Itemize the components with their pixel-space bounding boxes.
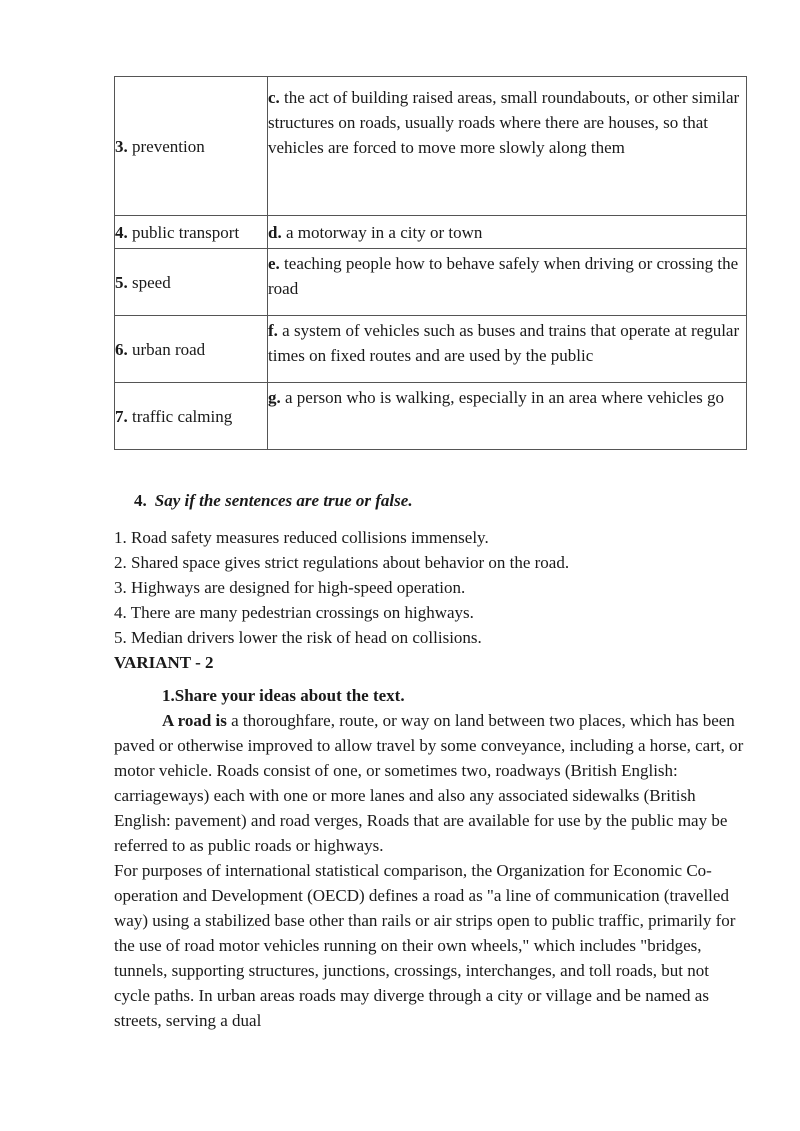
term-text: prevention	[132, 136, 205, 156]
definition-cell	[268, 216, 747, 249]
term-text: speed	[132, 272, 171, 292]
definition-text: a motorway in a city or town	[285, 222, 483, 242]
paragraph-lead: A road is	[162, 711, 227, 730]
task-number: 4.	[134, 491, 147, 510]
table-row	[115, 316, 747, 383]
term-cell	[115, 77, 268, 216]
term-text: public transport	[132, 222, 240, 242]
definition-letter: d.	[268, 222, 282, 242]
term-number: 6.	[115, 339, 128, 359]
text-paragraph-1	[114, 708, 744, 858]
task-4-heading	[134, 488, 744, 513]
definition-text: a system of vehicles such as buses and trains that operate at regular times on fixed routes and are used by the public	[268, 321, 740, 365]
statement-item: 4. There are many pedestrian crossings on highways.	[114, 603, 474, 622]
statement-item: 5. Median drivers lower the risk of head on collisions.	[114, 628, 482, 647]
definition-letter: c.	[268, 88, 280, 107]
table-row	[115, 249, 747, 316]
term-number: 7.	[115, 406, 128, 426]
definition-letter: g.	[268, 388, 281, 407]
definition-letter: f.	[268, 321, 278, 340]
term-cell	[115, 249, 268, 316]
statement-item: 1. Road safety measures reduced collisions immensely.	[114, 528, 489, 547]
table-row	[115, 383, 747, 450]
vocabulary-matching-table	[114, 76, 747, 450]
definition-text: the act of building raised areas, small roundabouts, or other similar structures on roads, usually roads where there are houses, so that vehicles are forced to move more slowly along them	[268, 88, 740, 157]
term-cell	[115, 216, 268, 249]
share-ideas-heading: 1.Share your ideas about the text.	[162, 686, 405, 705]
table-row	[115, 77, 747, 216]
table-row	[115, 216, 747, 249]
task-instruction: Say if the sentences are true or false.	[154, 491, 413, 510]
definition-cell	[268, 77, 747, 216]
true-false-statements	[114, 525, 744, 650]
document-page	[114, 76, 744, 1033]
definition-cell	[268, 316, 747, 383]
definition-cell	[268, 249, 747, 316]
statement-item: 3. Highways are designed for high-speed operation.	[114, 578, 466, 597]
term-text: urban road	[132, 339, 206, 359]
text-paragraph-2: For purposes of international statistical comparison, the Organization for Economic Co-operation and Development (OECD) defines a road as "a line of communication (travelled way) using a stabilized base other than rails or air strips open to public traffic, primarily for the use of road motor vehicles running on their own wheels," which includes "bridges, tunnels, supporting structures, junctions, crossings, interchanges, and toll roads, but not cycle paths. In urban areas roads may diverge through a city or village and be named as streets, serving a dual	[114, 861, 736, 1030]
term-number: 5.	[115, 272, 128, 292]
variant-heading: VARIANT - 2	[114, 653, 214, 672]
definition-text: a person who is walking, especially in an area where vehicles go	[285, 388, 725, 407]
term-cell	[115, 316, 268, 383]
term-number: 3.	[115, 136, 128, 156]
definition-text: teaching people how to behave safely when driving or crossing the road	[268, 254, 739, 298]
statement-item: 2. Shared space gives strict regulations about behavior on the road.	[114, 553, 570, 572]
term-text: traffic calming	[132, 406, 233, 426]
term-number: 4.	[115, 222, 128, 242]
definition-cell	[268, 383, 747, 450]
paragraph-body: a thoroughfare, route, or way on land between two places, which has been paved or otherwise improved to allow travel by some conveyance, including a horse, cart, or motor vehicle. Roads consist of one, or sometimes two, roadways (British English: carriageways) each with one or more lanes and also any associated sidewalks (British English: pavement) and road verges, Roads that are available for use by the public may be referred to as public roads or highways.	[114, 711, 744, 855]
term-cell	[115, 383, 268, 450]
definition-letter: e.	[268, 254, 280, 273]
